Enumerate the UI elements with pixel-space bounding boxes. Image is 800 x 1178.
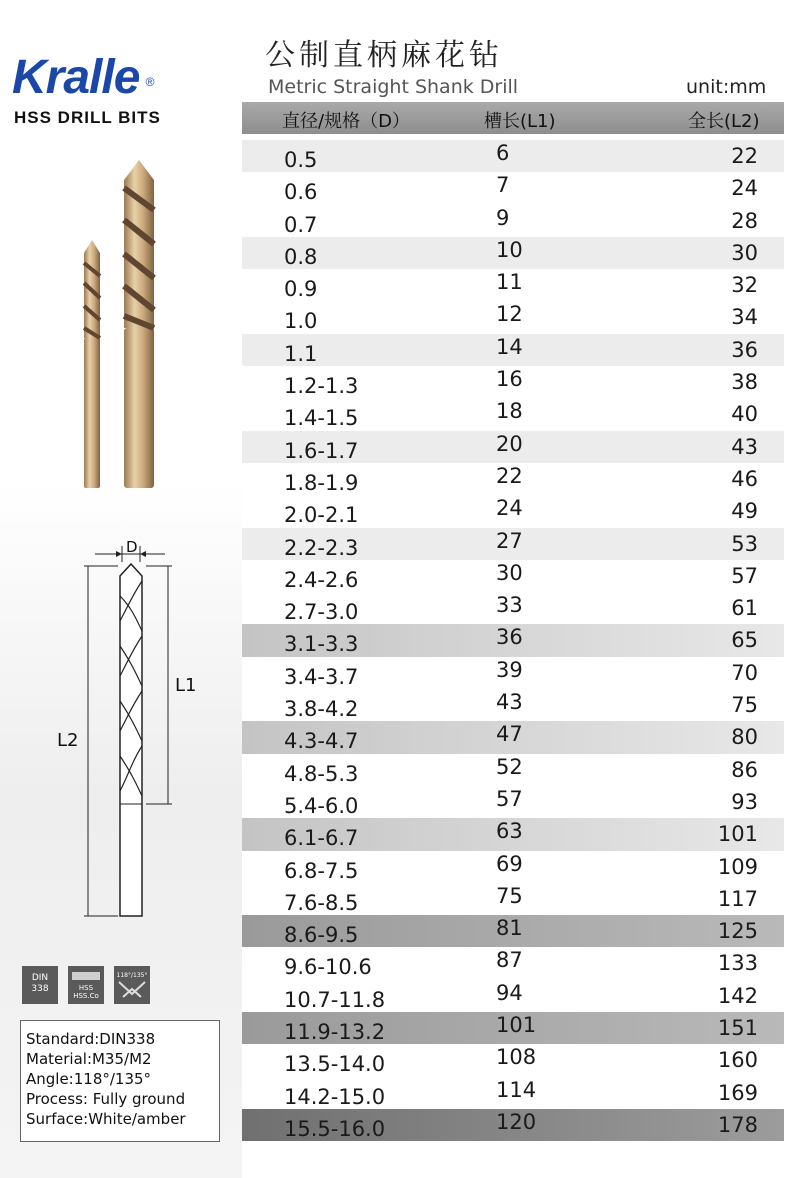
cell-flute-length: 33: [496, 593, 523, 618]
spec-process: Process: Fully ground: [26, 1090, 186, 1108]
brand-logo: [12, 51, 154, 104]
table-row: [242, 1109, 784, 1141]
cell-flute-length: 14: [496, 334, 523, 359]
cell-flute-length: 16: [496, 367, 523, 392]
table-row: [242, 334, 784, 366]
table-row: [242, 689, 784, 721]
cell-overall-length: 117: [717, 886, 758, 911]
spec-standard: Standard:DIN338: [26, 1030, 156, 1048]
table-row: [242, 786, 784, 818]
cell-flute-length: 27: [496, 528, 523, 553]
cell-diameter: 3.8-4.2: [284, 697, 359, 722]
cell-diameter: 2.2-2.3: [284, 535, 359, 560]
cell-flute-length: 57: [496, 786, 523, 811]
spec-angle: Angle:118°/135°: [26, 1070, 152, 1088]
title-chinese: 公制直柄麻花钻: [265, 38, 503, 73]
logo-text: Kralle: [12, 51, 140, 104]
cell-flute-length: 120: [496, 1109, 537, 1134]
cell-diameter: 15.5-16.0: [284, 1116, 386, 1141]
cell-diameter: 6.8-7.5: [284, 858, 359, 883]
hss-co-icon: [68, 966, 104, 1004]
din-text: DIN: [31, 973, 49, 983]
table-row: [242, 237, 784, 269]
table-body: [242, 140, 784, 1141]
cell-overall-length: 24: [731, 176, 758, 201]
spec-material: Material:M35/M2: [26, 1050, 152, 1068]
cell-flute-length: 11: [496, 270, 523, 295]
table-row: [242, 624, 784, 656]
cell-overall-length: 160: [717, 1048, 758, 1073]
table-row: [242, 1012, 784, 1044]
cell-flute-length: 39: [496, 657, 523, 682]
cell-diameter: 8.6-9.5: [284, 923, 359, 948]
cell-diameter: 10.7-11.8: [284, 987, 386, 1012]
din-number-text: 338: [31, 984, 49, 994]
hss-text: HSS: [78, 984, 94, 992]
cell-diameter: 11.9-13.2: [284, 1020, 386, 1045]
cell-diameter: 3.4-3.7: [284, 664, 359, 689]
cell-flute-length: 22: [496, 463, 523, 488]
title-english: Metric Straight Shank Drill: [268, 76, 519, 98]
cell-overall-length: 38: [731, 370, 758, 395]
cell-diameter: 6.1-6.7: [284, 826, 359, 851]
table-header: [242, 102, 784, 134]
cell-overall-length: 80: [731, 725, 758, 750]
cell-flute-length: 108: [496, 1045, 537, 1070]
cell-diameter: 4.3-4.7: [284, 729, 359, 754]
cell-diameter: 1.0: [284, 309, 318, 334]
cell-flute-length: 36: [496, 625, 523, 650]
cell-flute-length: 47: [496, 722, 523, 747]
cell-overall-length: 178: [717, 1112, 758, 1137]
header-overall-length: 全长(L2): [688, 111, 760, 132]
cell-flute-length: 6: [496, 141, 510, 165]
brand-subtitle: HSS DRILL BITS: [14, 108, 161, 127]
table-row: [242, 528, 784, 560]
cell-overall-length: 32: [731, 273, 758, 298]
table-row: [242, 754, 784, 786]
cell-diameter: 0.7: [284, 212, 318, 237]
cell-diameter: 2.4-2.6: [284, 567, 359, 592]
cell-flute-length: 94: [496, 980, 523, 1005]
table-row: [242, 818, 784, 850]
label-l2: L2: [57, 730, 79, 751]
cell-overall-length: 70: [731, 660, 758, 685]
table-row: [242, 398, 784, 430]
cell-overall-length: 86: [731, 757, 758, 782]
unit-label: unit:mm: [686, 76, 767, 98]
cell-flute-length: 101: [496, 1013, 537, 1038]
cell-flute-length: 81: [496, 916, 523, 941]
cell-diameter: 9.6-10.6: [284, 955, 372, 980]
cell-flute-length: 63: [496, 819, 523, 844]
cell-diameter: 14.2-15.0: [284, 1084, 386, 1109]
table-row: [242, 721, 784, 753]
brand-block: [12, 52, 212, 128]
cell-overall-length: 49: [731, 499, 758, 524]
cell-diameter: 1.6-1.7: [284, 438, 359, 463]
cell-flute-length: 69: [496, 851, 523, 876]
cell-overall-length: 34: [731, 305, 758, 330]
cell-overall-length: 133: [717, 951, 758, 976]
cell-overall-length: 61: [731, 596, 758, 621]
spec-surface: Surface:White/amber: [26, 1110, 186, 1128]
cell-overall-length: 169: [717, 1080, 758, 1105]
cell-flute-length: 9: [496, 205, 510, 230]
small-drill-shank: [84, 338, 100, 488]
cell-flute-length: 12: [496, 302, 523, 327]
din338-icon: [22, 966, 58, 1004]
cell-diameter: 0.5: [284, 148, 318, 172]
hss-co-text: HSS.Co: [73, 992, 99, 1000]
cell-diameter: 2.0-2.1: [284, 503, 359, 528]
cell-diameter: 13.5-14.0: [284, 1052, 386, 1077]
large-drill-shank: [124, 328, 154, 488]
table-row: [242, 431, 784, 463]
cell-overall-length: 22: [731, 144, 758, 168]
cell-overall-length: 46: [731, 466, 758, 491]
cell-diameter: 1.1: [284, 341, 318, 366]
cell-flute-length: 7: [496, 173, 510, 198]
table-row: [242, 172, 784, 204]
label-l1: L1: [175, 675, 197, 696]
cell-flute-length: 30: [496, 560, 523, 585]
label-d: D: [126, 538, 138, 556]
cell-overall-length: 125: [717, 919, 758, 944]
table-row: [242, 947, 784, 979]
cell-flute-length: 75: [496, 883, 523, 908]
cell-diameter: 1.8-1.9: [284, 470, 359, 495]
cell-overall-length: 142: [717, 983, 758, 1008]
table-row: [242, 205, 784, 237]
cell-diameter: 1.2-1.3: [284, 374, 359, 399]
table-row: [242, 1077, 784, 1109]
cell-overall-length: 75: [731, 693, 758, 718]
cell-overall-length: 28: [731, 208, 758, 233]
cell-flute-length: 43: [496, 690, 523, 715]
cell-overall-length: 30: [731, 240, 758, 265]
cell-diameter: 2.7-3.0: [284, 600, 359, 625]
drill-bits-photo: [78, 158, 168, 493]
cell-diameter: 3.1-3.3: [284, 632, 359, 657]
cell-diameter: 0.9: [284, 277, 318, 302]
cell-flute-length: 10: [496, 237, 523, 262]
cell-diameter: 4.8-5.3: [284, 761, 359, 786]
cell-flute-length: 87: [496, 948, 523, 973]
cell-diameter: 1.4-1.5: [284, 406, 359, 431]
angle-text: 118°/135°: [116, 972, 148, 979]
header-flute-length: 槽长(L1): [484, 111, 556, 132]
table-row: [242, 140, 784, 172]
cell-overall-length: 40: [731, 402, 758, 427]
spec-box: [20, 1020, 220, 1142]
cell-flute-length: 20: [496, 431, 523, 456]
table-row: [242, 560, 784, 592]
table-row: [242, 366, 784, 398]
header-diameter: 直径/规格（D）: [282, 111, 410, 132]
cell-flute-length: 52: [496, 754, 523, 779]
table-row: [242, 495, 784, 527]
cell-diameter: 5.4-6.0: [284, 793, 359, 818]
table-row: [242, 657, 784, 689]
cell-overall-length: 109: [717, 854, 758, 879]
cell-overall-length: 36: [731, 337, 758, 362]
cell-overall-length: 93: [731, 789, 758, 814]
cell-diameter: 0.8: [284, 244, 318, 269]
table-row: [242, 980, 784, 1012]
table-row: [242, 1044, 784, 1076]
table-row: [242, 463, 784, 495]
cell-flute-length: 114: [496, 1077, 537, 1102]
angle-icon: [114, 966, 150, 1004]
cell-diameter: 0.6: [284, 180, 318, 205]
table-row: [242, 883, 784, 915]
table-row: [242, 592, 784, 624]
registered-mark: ®: [145, 75, 154, 89]
table-row: [242, 915, 784, 947]
cell-flute-length: 24: [496, 496, 523, 521]
cell-flute-length: 18: [496, 399, 523, 424]
cell-overall-length: 57: [731, 563, 758, 588]
table-row: [242, 851, 784, 883]
cell-overall-length: 151: [717, 1016, 758, 1041]
cell-overall-length: 101: [717, 822, 758, 847]
cell-overall-length: 53: [731, 531, 758, 556]
cell-overall-length: 65: [731, 628, 758, 653]
cell-overall-length: 43: [731, 434, 758, 459]
table-row: [242, 269, 784, 301]
table-row: [242, 301, 784, 333]
cell-diameter: 7.6-8.5: [284, 890, 359, 915]
